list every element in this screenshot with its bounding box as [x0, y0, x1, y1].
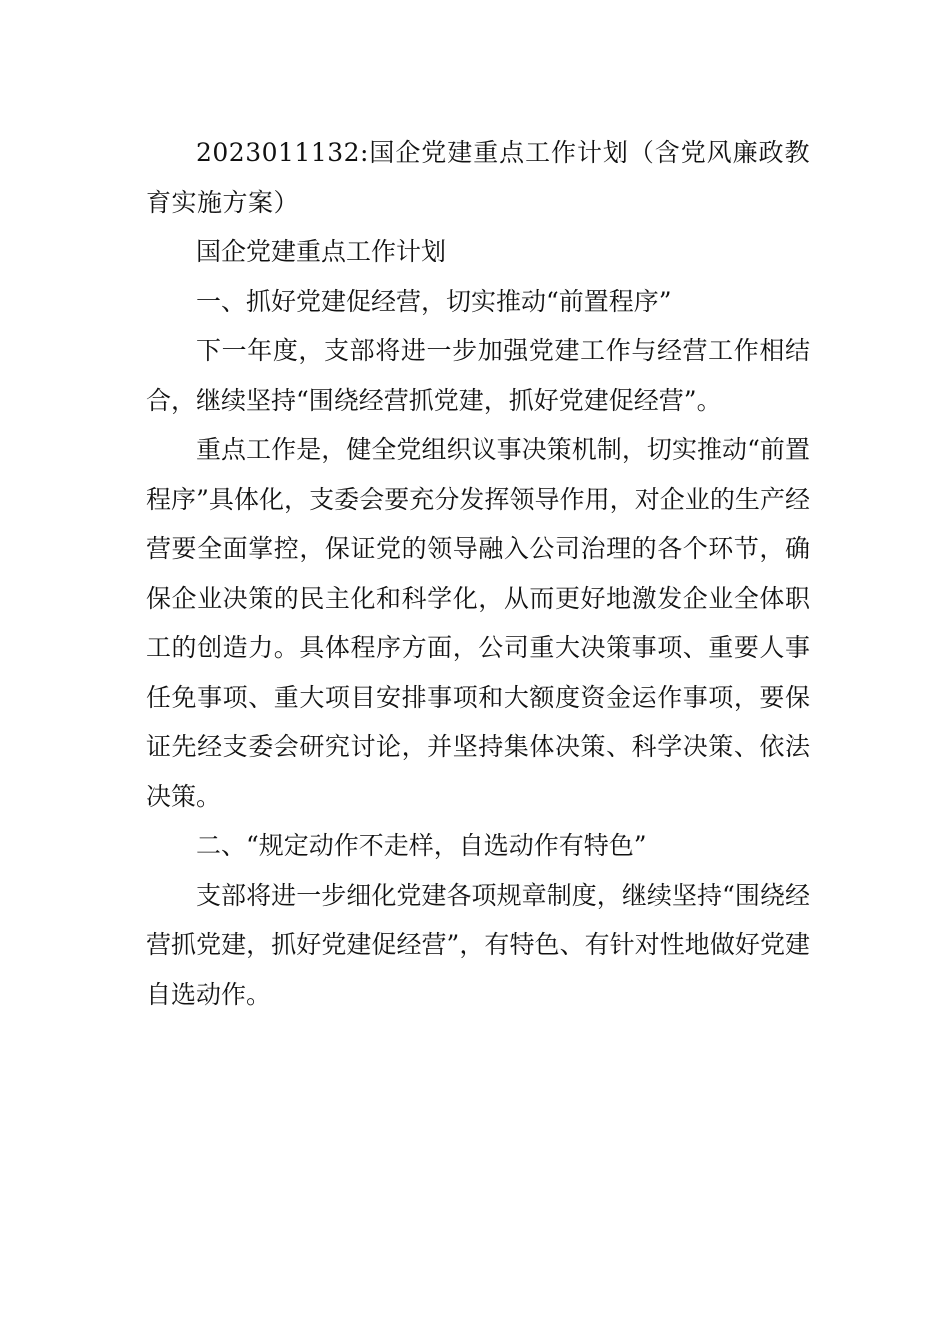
document-page — [146, 128, 810, 1019]
body-paragraph: 下一年度，支部将进一步加强党建工作与经营工作相结合，继续坚持“围绕经营抓党建，抓好党建促经营”。 — [146, 336, 810, 415]
body-paragraph: 支部将进一步细化党建各项规章制度，继续坚持“围绕经营抓党建，抓好党建促经营”，有特色、有针对性地做好党建自选动作。 — [146, 880, 810, 1009]
section-heading-plan: 国企党建重点工作计划 — [196, 237, 447, 266]
section-heading-2: 二、“规定动作不走样，自选动作有特色” — [196, 831, 647, 860]
document-title: 2023011132:国企党建重点工作计划（含党风廉政教育实施方案） — [146, 138, 810, 217]
body-paragraph: 重点工作是，健全党组织议事决策机制，切实推动“前置程序”具体化，支委会要充分发挥领导作用，对企业的生产经营要全面掌控，保证党的领导融入公司治理的各个环节，确保企业决策的民主化和科学化，从而更好地激发企业全体职工的创造力。具体程序方面，公司重大决策事项、重要人事任免事项、重大项目安排事项和大额度资金运作事项，要保证先经支委会研究讨论，并坚持集体决策、科学决策、依法决策。 — [146, 435, 810, 811]
section-heading-1: 一、抓好党建促经营，切实推动“前置程序” — [196, 286, 672, 316]
